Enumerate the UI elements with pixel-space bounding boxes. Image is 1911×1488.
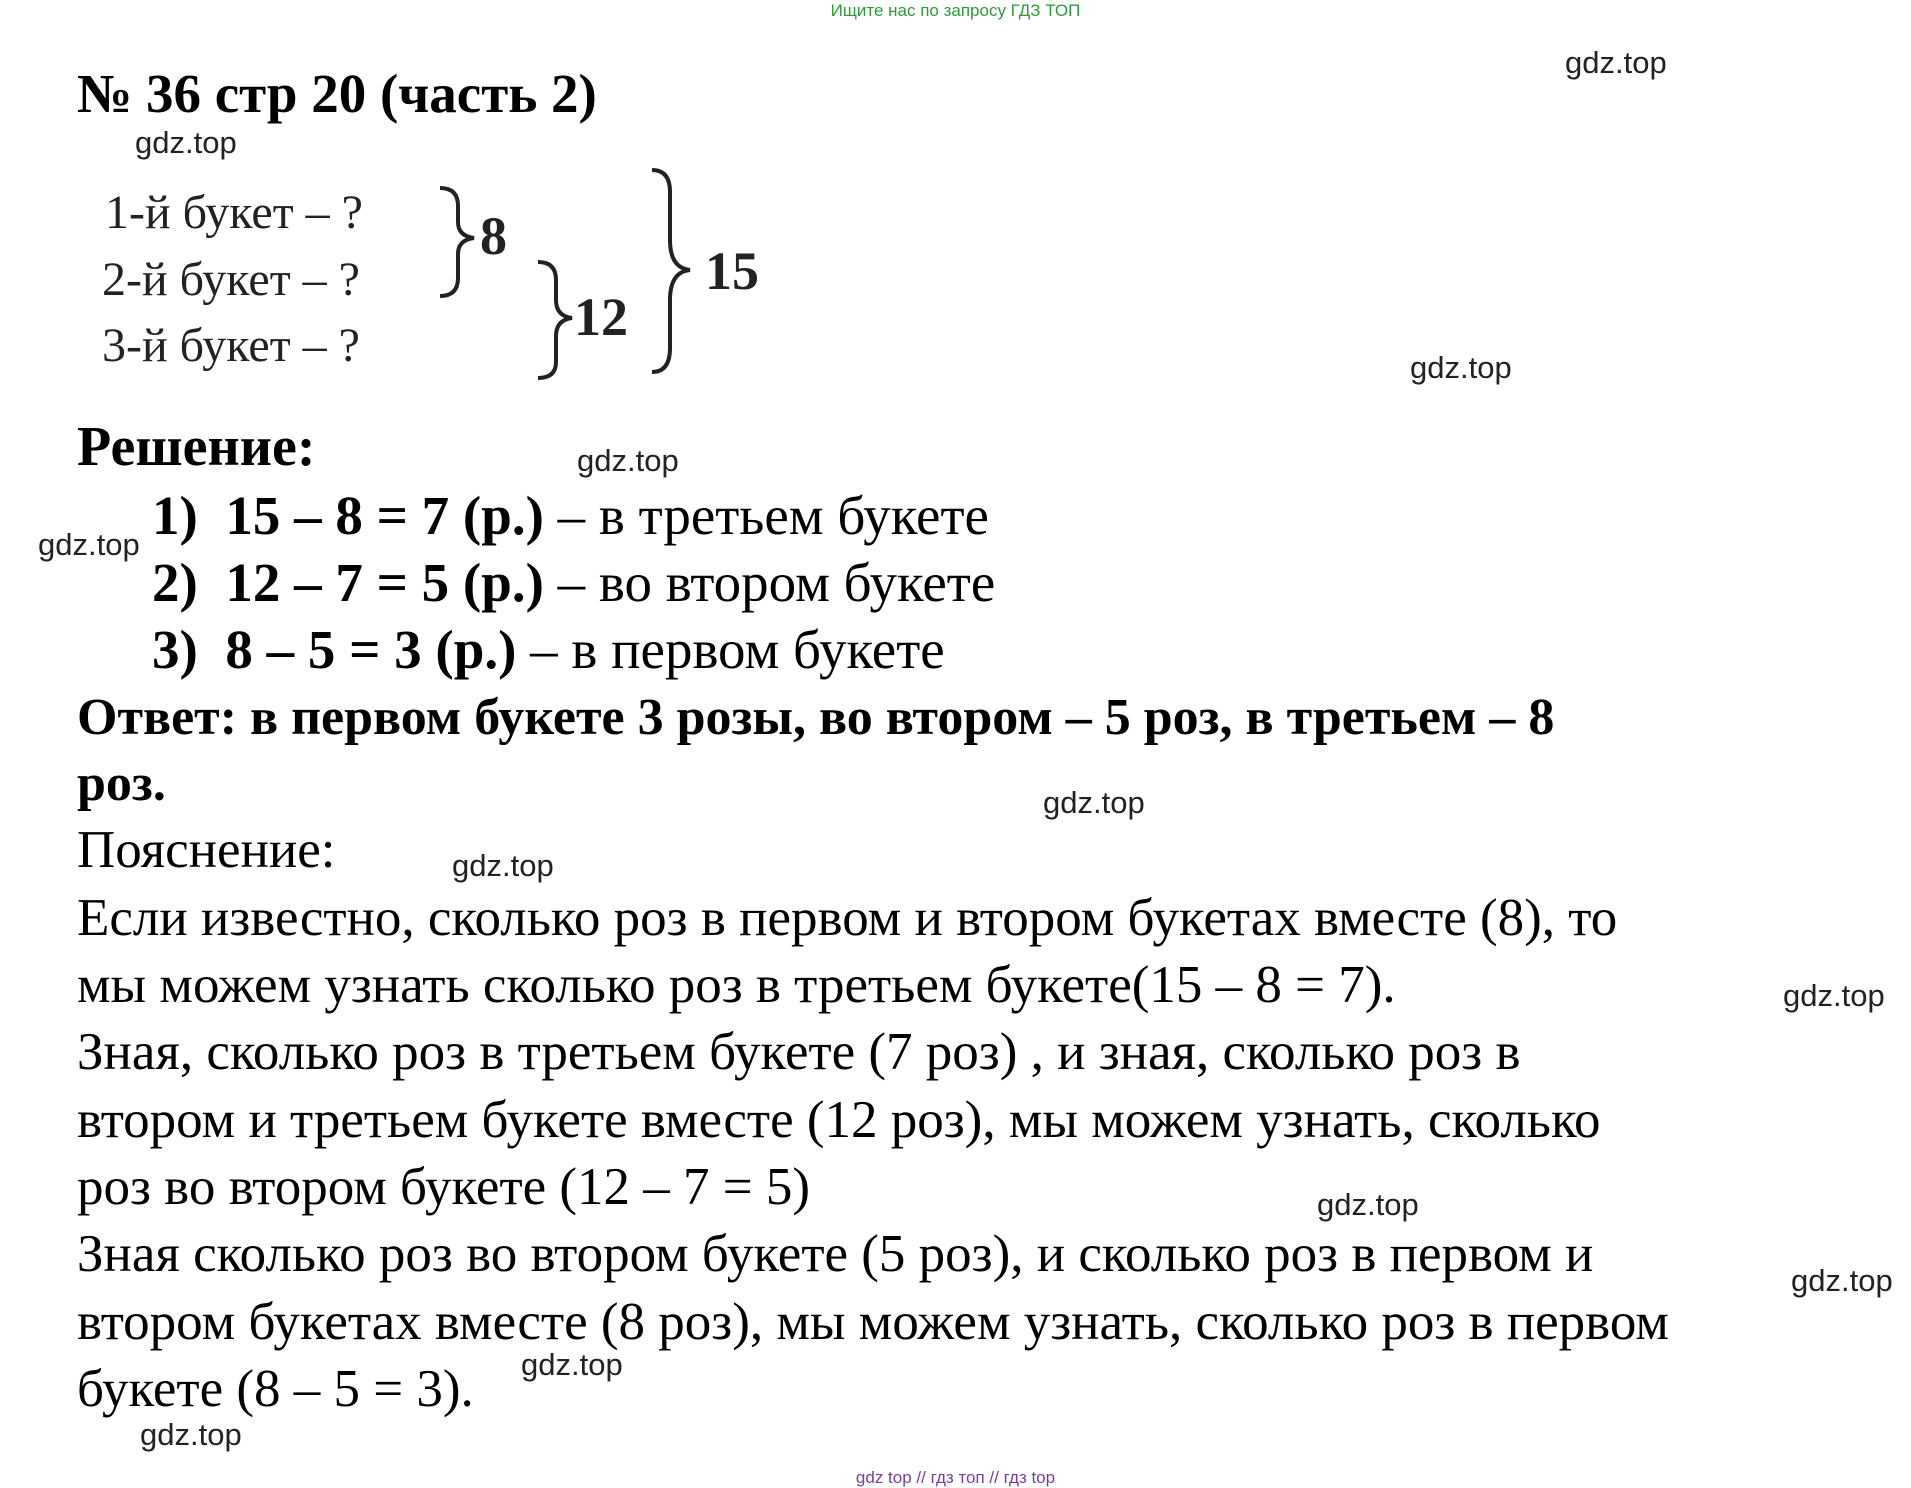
explanation-line-1: Если известно, сколько роз в первом и втором букетах вместе (8), то	[77, 889, 1618, 947]
condition-row-3: 3-й букет – ?	[102, 319, 360, 372]
brace-last-two	[538, 262, 572, 378]
explanation-line-5: роз во втором букете (12 – 7 = 5)	[77, 1158, 811, 1216]
watermark: gdz.top	[1791, 1263, 1893, 1298]
step-number: 2)	[152, 552, 198, 613]
answer-line-2: роз.	[77, 755, 166, 812]
watermark: gdz.top	[135, 125, 237, 160]
brace-all	[652, 170, 690, 372]
step-note: – в первом букете	[516, 619, 945, 680]
watermark: gdz.top	[1317, 1187, 1419, 1222]
watermark: gdz.top	[1565, 45, 1667, 80]
watermark: gdz.top	[38, 527, 140, 562]
explanation-line-7: втором букетах вместе (8 роз), мы можем узнать, сколько роз в первом	[77, 1293, 1669, 1351]
explanation-line-4: втором и третьем букете вместе (12 роз), мы можем узнать, сколько	[77, 1091, 1601, 1149]
watermark: gdz.top	[1410, 350, 1512, 385]
footer-links: gdz top // гдз топ // гдз top	[855, 1468, 1056, 1487]
brace-label-15: 15	[705, 241, 759, 301]
watermark: gdz.top	[521, 1347, 623, 1382]
condition-row-1: 1-й букет – ?	[105, 186, 363, 239]
condition-row-2: 2-й букет – ?	[102, 253, 360, 306]
solution-step-3	[152, 618, 945, 681]
top-banner: Ищите нас по запросу ГДЗ ТОП	[830, 1, 1081, 20]
step-expression: 15 – 8 = 7 (р.)	[225, 485, 544, 546]
step-expression: 8 – 5 = 3 (р.)	[225, 619, 517, 680]
step-note: – во втором букете	[543, 552, 996, 613]
step-note: – в третьем букете	[543, 485, 989, 546]
explanation-line-8: букете (8 – 5 = 3).	[77, 1360, 474, 1418]
step-number: 1)	[152, 485, 198, 546]
watermark: gdz.top	[452, 848, 554, 883]
watermark: gdz.top	[1043, 785, 1145, 820]
brace-label-12: 12	[574, 287, 628, 347]
watermark: gdz.top	[577, 443, 679, 478]
explanation-line-2: мы можем узнать сколько роз в третьем букете(15 – 8 = 7).	[77, 956, 1396, 1014]
watermark: gdz.top	[1783, 978, 1885, 1013]
watermark: gdz.top	[140, 1417, 242, 1452]
explanation-line-3: Зная, сколько роз в третьем букете (7 роз) , и зная, сколько роз в	[77, 1023, 1521, 1081]
brace-label-8: 8	[480, 206, 507, 266]
answer-line-1: Ответ: в первом букете 3 розы, во втором – 5 роз, в третьем – 8	[77, 689, 1555, 746]
brace-first-two	[440, 188, 474, 296]
solution-step-2	[152, 551, 995, 614]
step-number: 3)	[152, 619, 198, 680]
solution-step-1	[152, 484, 989, 547]
explanation-line-6: Зная сколько роз во втором букете (5 роз), и сколько роз в первом и	[77, 1225, 1594, 1283]
explanation-heading: Пояснение:	[77, 821, 336, 879]
page-title: № 36 стр 20 (часть 2)	[77, 63, 597, 124]
solution-heading: Решение:	[77, 416, 316, 478]
step-expression: 12 – 7 = 5 (р.)	[225, 552, 544, 613]
